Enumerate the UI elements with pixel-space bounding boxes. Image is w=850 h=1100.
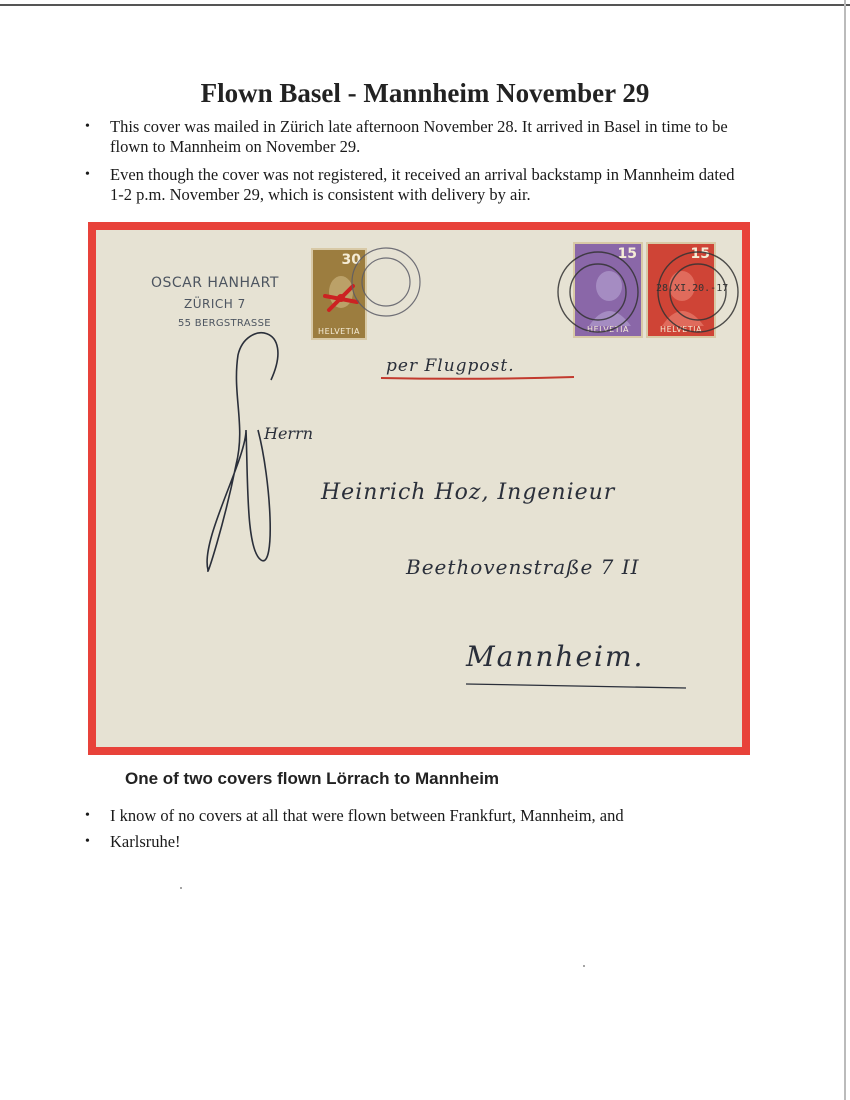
- sender-street: 55 BERGSTRASSE: [178, 318, 271, 329]
- bullet-icon: •: [85, 808, 90, 823]
- bullet-icon: •: [85, 119, 90, 134]
- flourish-stroke: [207, 333, 278, 571]
- handwritten-route: per Flugpost.: [386, 356, 515, 376]
- stamp-value: 15: [617, 246, 637, 262]
- cover-caption: One of two covers flown Lörrach to Mannheim: [125, 769, 500, 788]
- postmark-left: [352, 248, 420, 316]
- right-rule: [844, 0, 846, 1100]
- bullet-item: • This cover was mailed in Zürich late afternoon November 28. It arrived in Basel in time to be flown to Mannheim on November 29.: [85, 117, 728, 156]
- closing-bullet-list: [85, 806, 745, 858]
- stamp-country: HELVETIA: [660, 325, 702, 334]
- stamp-country: HELVETIA: [587, 325, 629, 334]
- bullet-item: • Even though the cover was not registered, it received an arrival backstamp in Mannheim dated 1-2 p.m. November 29, which is consistent with delivery by air.: [85, 165, 735, 204]
- handwritten-salutation: Herrn: [264, 424, 314, 443]
- stamp-value: 15: [690, 246, 710, 262]
- sender-city: ZÜRICH 7: [184, 297, 246, 311]
- sender-name: OSCAR HANHART: [151, 275, 279, 291]
- postmark-date: 28.XI.20.-17: [656, 283, 729, 294]
- top-rule: [0, 4, 850, 6]
- handwritten-street: Beethovenstraße 7 II: [406, 555, 640, 579]
- intro-bullet-list: [85, 117, 745, 213]
- cover-envelope-image: [88, 222, 750, 755]
- page-title: Flown Basel - Mannheim November 29: [200, 78, 650, 108]
- scan-speck: [583, 965, 585, 967]
- handwritten-recipient-name: Heinrich Hoz, Ingenieur: [321, 480, 616, 505]
- envelope-paper: [96, 230, 742, 747]
- bullet-icon: •: [85, 834, 90, 849]
- handwritten-city: Mannheim.: [466, 640, 645, 673]
- bullet-icon: •: [85, 167, 90, 182]
- bullet-item: • I know of no covers at all that were flown between Frankfurt, Mannheim, and: [85, 806, 624, 825]
- stamp-country: HELVETIA: [318, 327, 360, 336]
- stamp-value: 30: [341, 252, 361, 268]
- scan-speck: [180, 887, 182, 889]
- bullet-item: • Karlsruhe!: [85, 832, 181, 851]
